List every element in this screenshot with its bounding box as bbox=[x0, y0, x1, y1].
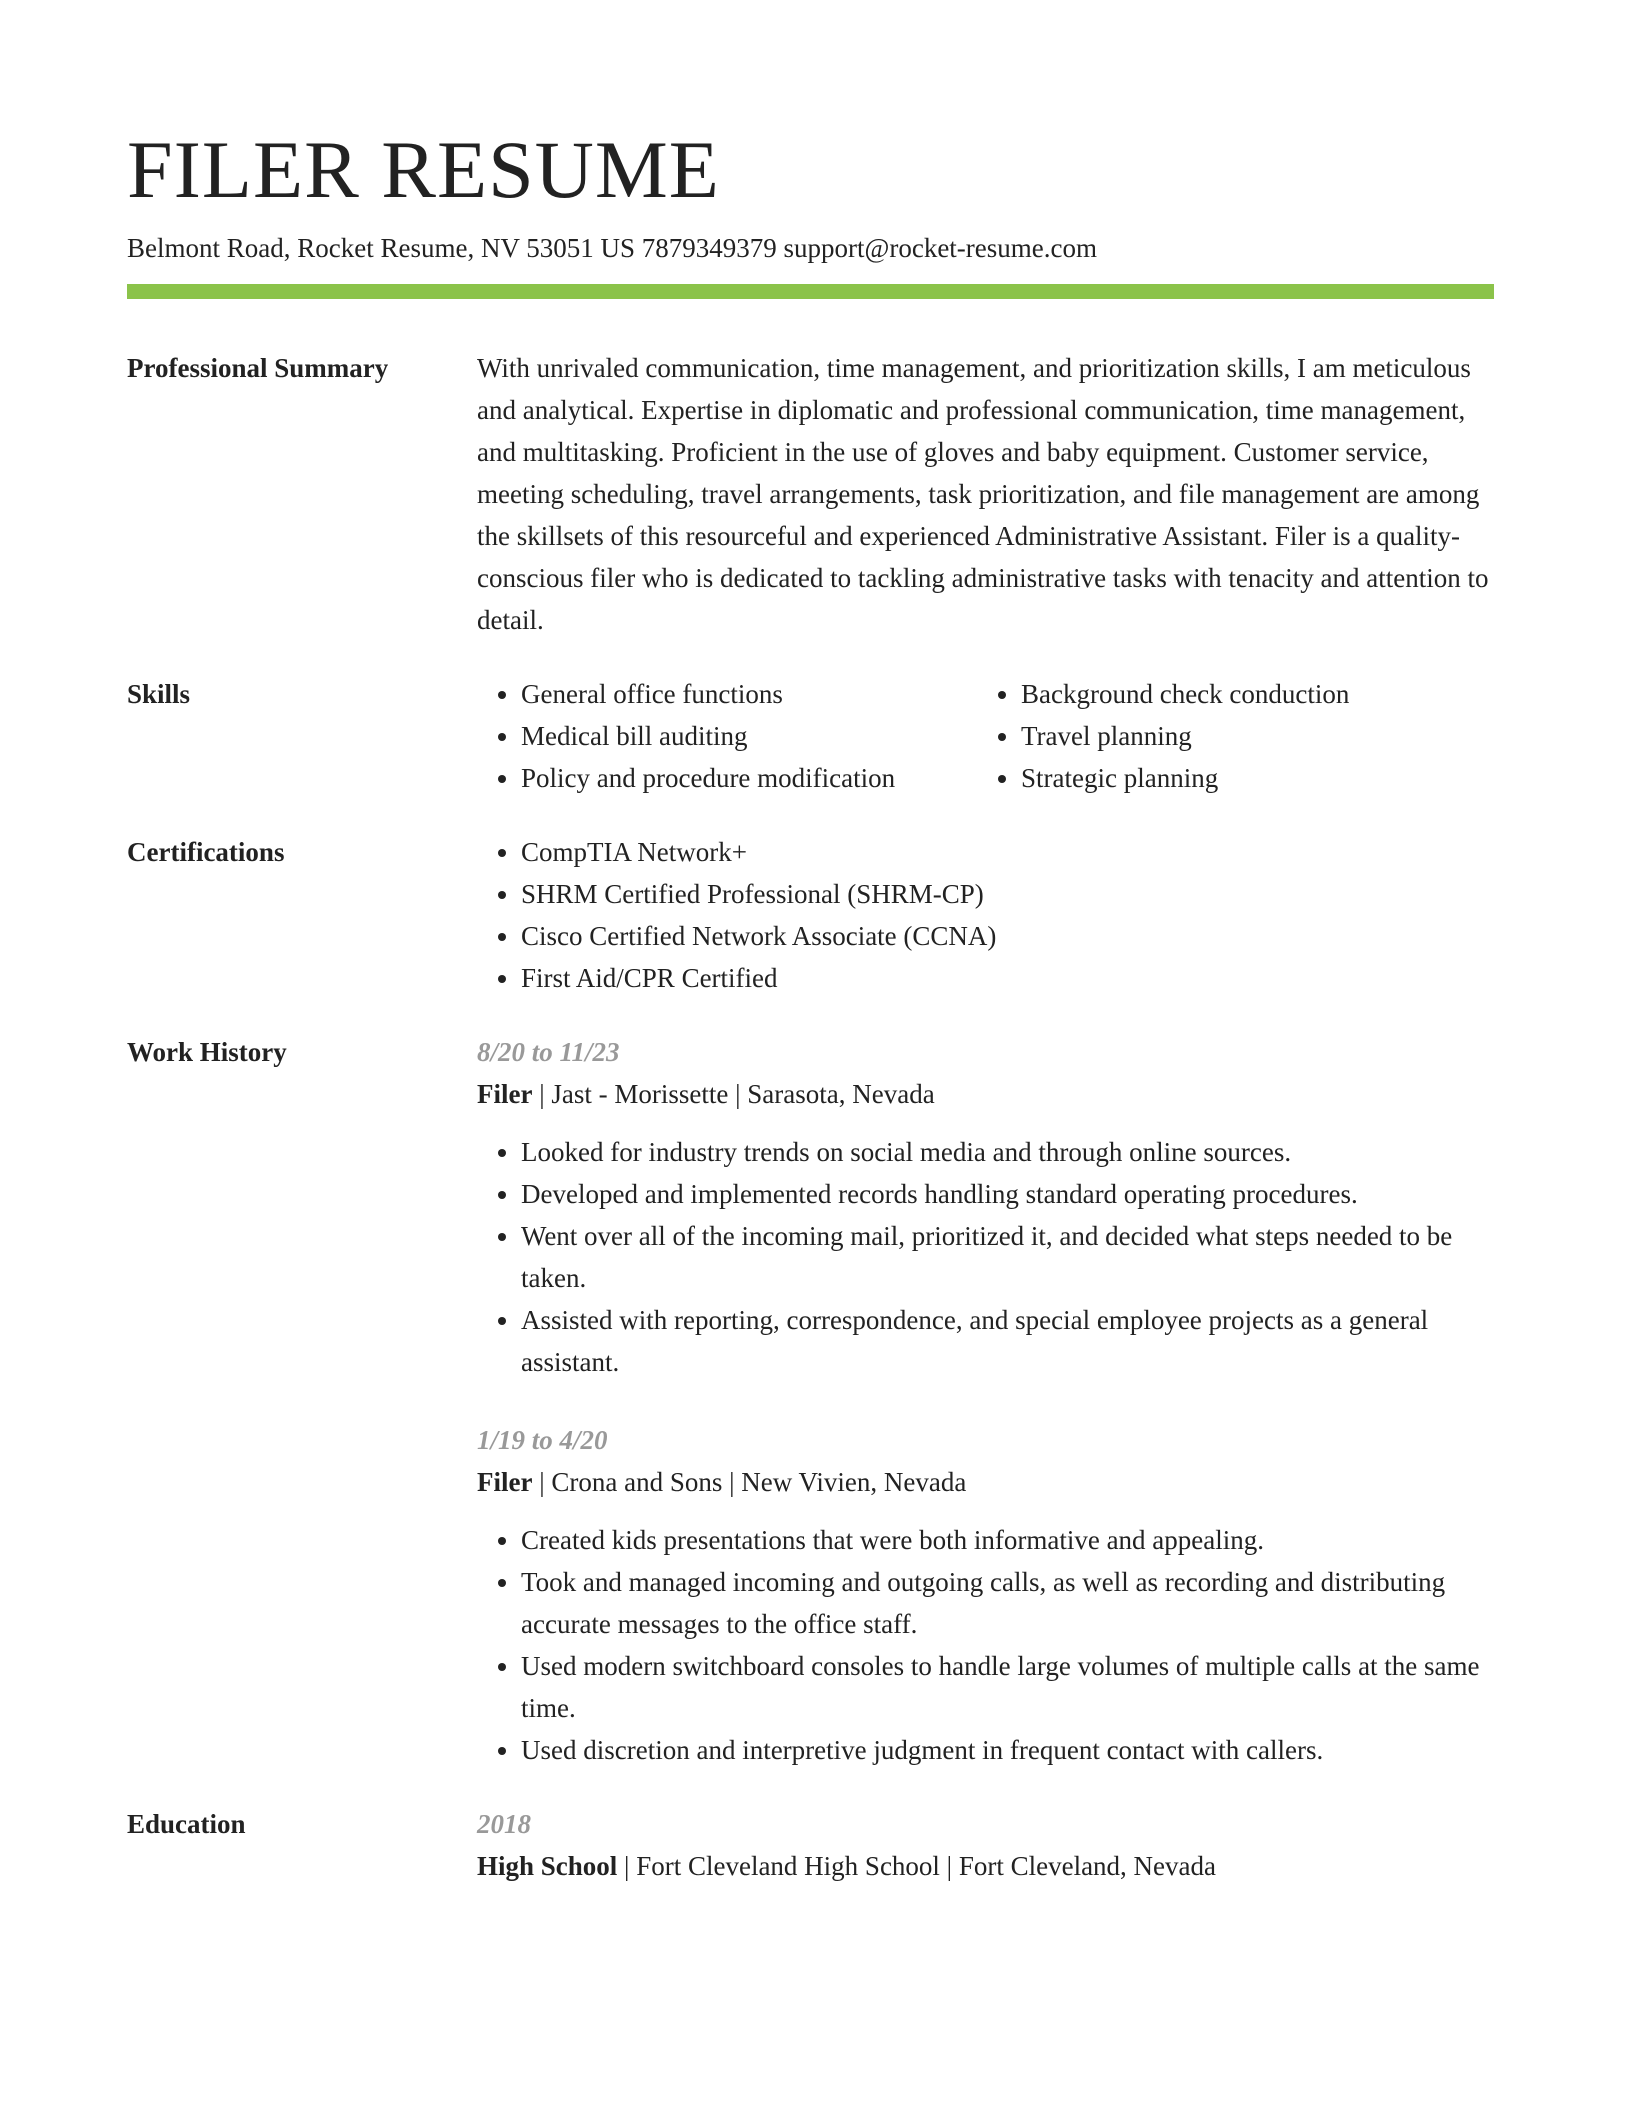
job-bullet: • Developed and implemented records handling standard operating procedures. bbox=[521, 1173, 1494, 1215]
job-details: | Jast - Morissette | Sarasota, Nevada bbox=[532, 1079, 935, 1109]
contact-line: Belmont Road, Rocket Resume, NV 53051 US 7879349379 support@rocket-resume.com bbox=[127, 233, 1097, 263]
education-degree: High School bbox=[477, 1851, 618, 1881]
job-bullet: • Looked for industry trends on social media and through online sources. bbox=[521, 1131, 1494, 1173]
job-bullets bbox=[477, 1131, 1494, 1383]
certification-item: • Cisco Certified Network Associate (CCNA) bbox=[521, 915, 1494, 957]
summary-text: With unrivaled communication, time management, and prioritization skills, I am meticulous and analytical. Expertise in diplomatic and professional communication, time management, and multitasking. Proficient in the use of gloves and baby equipment. Customer service, meeting scheduling, travel arrangements, task prioritization, and file management are among the skillsets of this resourceful and experienced Administrative Assistant. Filer is a quality-conscious filer who is dedicated to tackling administrative tasks with tenacity and attention to detail. bbox=[477, 353, 1489, 635]
skill-item: • Strategic planning bbox=[1021, 757, 1349, 799]
skill-item: • Policy and procedure modification bbox=[521, 757, 977, 799]
section-label-education: Education bbox=[127, 1809, 246, 1839]
job-dates: 8/20 to 11/23 bbox=[477, 1037, 620, 1067]
certifications-list bbox=[477, 831, 1494, 999]
job-dates: 1/19 to 4/20 bbox=[477, 1425, 608, 1455]
job-bullets bbox=[477, 1519, 1494, 1771]
job-bullet: • Assisted with reporting, correspondence, and special employee projects as a general assistant. bbox=[521, 1299, 1494, 1383]
header-divider bbox=[127, 284, 1494, 299]
skill-item: • Background check conduction bbox=[1021, 673, 1349, 715]
skill-item: • Medical bill auditing bbox=[521, 715, 977, 757]
section-label-certifications: Certifications bbox=[127, 837, 285, 867]
education-section bbox=[127, 1803, 1494, 1887]
certification-item: • First Aid/CPR Certified bbox=[521, 957, 1494, 999]
job-bullet: • Used modern switchboard consoles to handle large volumes of multiple calls at the same time. bbox=[521, 1645, 1494, 1729]
section-label-summary: Professional Summary bbox=[127, 353, 389, 383]
summary-section bbox=[127, 347, 1494, 641]
section-label-work-history: Work History bbox=[127, 1037, 287, 1067]
skill-item: • General office functions bbox=[521, 673, 977, 715]
skills-section bbox=[127, 673, 1494, 799]
skills-list bbox=[477, 673, 1494, 799]
skills-column-1 bbox=[477, 673, 977, 799]
certification-item: • CompTIA Network+ bbox=[521, 831, 1494, 873]
job-bullet: • Took and managed incoming and outgoing calls, as well as recording and distributing accurate messages to the office staff. bbox=[521, 1561, 1494, 1645]
job-entry bbox=[477, 1419, 1494, 1771]
job-bullet: • Went over all of the incoming mail, prioritized it, and decided what steps needed to be taken. bbox=[521, 1215, 1494, 1299]
resume-title: FILER RESUME bbox=[127, 124, 720, 215]
education-details: | Fort Cleveland High School | Fort Cleveland, Nevada bbox=[617, 1851, 1217, 1881]
job-title: Filer bbox=[477, 1079, 533, 1109]
skills-column-2 bbox=[977, 673, 1349, 799]
education-heading bbox=[477, 1845, 1494, 1887]
job-entry bbox=[477, 1031, 1494, 1383]
work-history-section bbox=[127, 1031, 1494, 1771]
job-heading bbox=[477, 1461, 1494, 1503]
education-date: 2018 bbox=[477, 1809, 531, 1839]
job-bullet: • Created kids presentations that were both informative and appealing. bbox=[521, 1519, 1494, 1561]
section-label-skills: Skills bbox=[127, 679, 191, 709]
job-bullet: • Used discretion and interpretive judgment in frequent contact with callers. bbox=[521, 1729, 1494, 1771]
job-details: | Crona and Sons | New Vivien, Nevada bbox=[532, 1467, 967, 1497]
resume-page bbox=[127, 120, 1494, 1887]
skill-item: • Travel planning bbox=[1021, 715, 1349, 757]
certification-item: • SHRM Certified Professional (SHRM-CP) bbox=[521, 873, 1494, 915]
certifications-section bbox=[127, 831, 1494, 999]
job-title: Filer bbox=[477, 1467, 533, 1497]
job-heading bbox=[477, 1073, 1494, 1115]
